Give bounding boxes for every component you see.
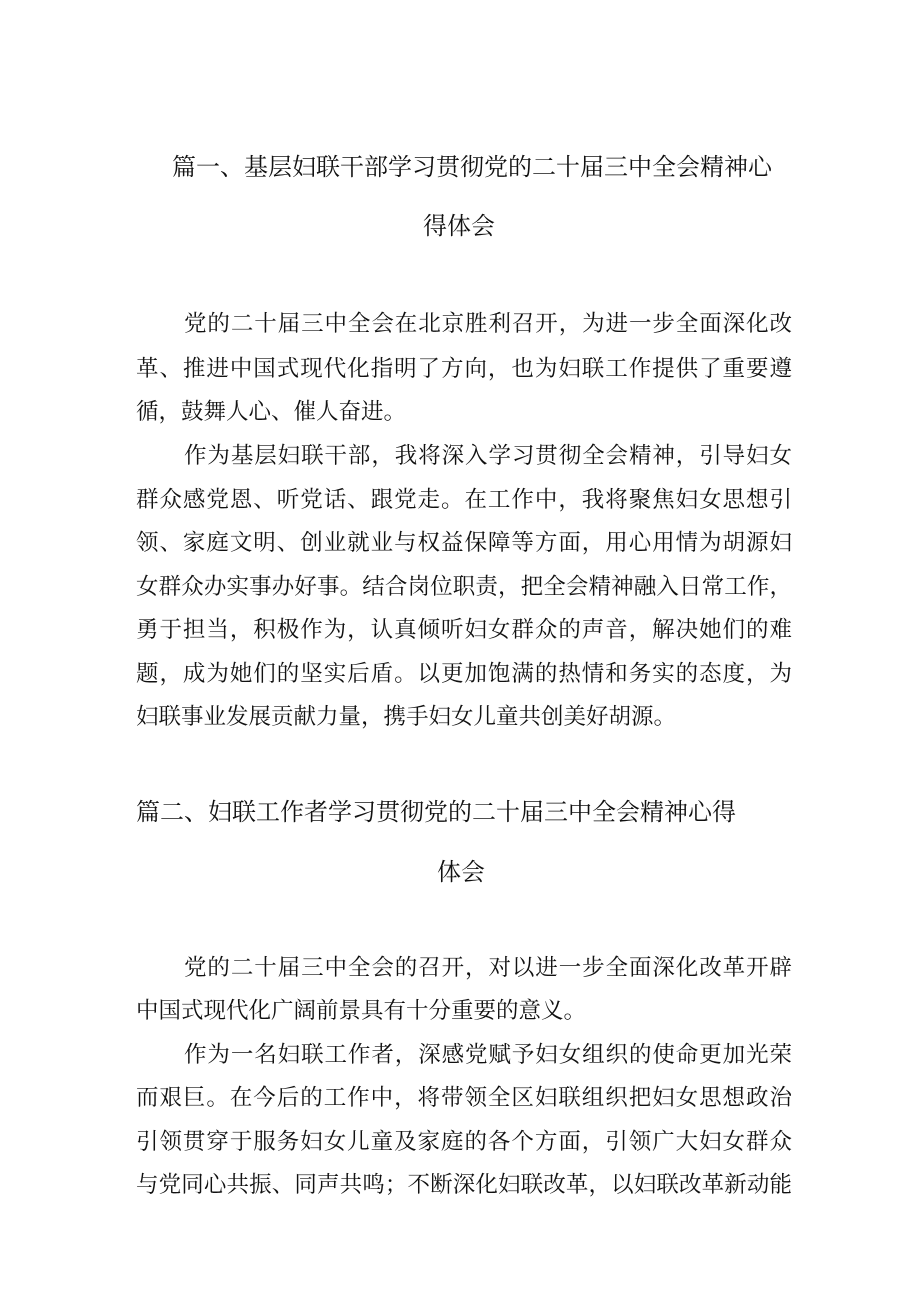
paragraph-line: 勇于担当，积极作为，认真倾听妇女群众的声音，解决她们的难	[136, 617, 792, 643]
paragraph-line: 革、推进中国式现代化指明了方向，也为妇联工作提供了重要遵	[136, 356, 792, 382]
section2-title-line1: 篇二、妇联工作者学习贯彻党的二十届三中全会精神心得	[136, 798, 736, 826]
paragraph-line: 女群众办实事办好事。结合岗位职责，把全会精神融入日常工作，	[136, 574, 792, 600]
paragraph-line: 而艰巨。在今后的工作中，将带领全区妇联组织把妇女思想政治	[136, 1085, 792, 1111]
paragraph-line: 作为基层妇联干部，我将深入学习贯彻全会精神，引导妇女	[184, 443, 792, 469]
section1-title-line2: 得体会	[423, 212, 495, 240]
paragraph-line: 党的二十届三中全会的召开，对以进一步全面深化改革开辟	[184, 955, 792, 981]
paragraph-line: 中国式现代化广阔前景具有十分重要的意义。	[136, 998, 587, 1024]
section2-title-line2: 体会	[437, 858, 485, 886]
paragraph-line: 群众感党恩、听党话、跟党走。在工作中，我将聚焦妇女思想引	[136, 487, 792, 513]
paragraph-line: 领、家庭文明、创业就业与权益保障等方面，用心用情为胡源妇	[136, 530, 792, 556]
paragraph-line: 妇联事业发展贡献力量，携手妇女儿童共创美好胡源。	[136, 704, 677, 730]
paragraph-line: 党的二十届三中全会在北京胜利召开，为进一步全面深化改	[184, 311, 792, 337]
paragraph-line: 引领贯穿于服务妇女儿童及家庭的各个方面，引领广大妇女群众	[136, 1129, 792, 1155]
section1-title-line1: 篇一、基层妇联干部学习贯彻党的二十届三中全会精神心	[172, 153, 772, 181]
paragraph-line: 循，鼓舞人心、催人奋进。	[136, 399, 407, 425]
paragraph-line: 与党同心共振、同声共鸣；不断深化妇联改革，以妇联改革新动能	[136, 1172, 792, 1198]
paragraph-line: 作为一名妇联工作者，深感党赋予妇女组织的使命更加光荣	[184, 1042, 792, 1068]
paragraph-line: 题，成为她们的坚实后盾。以更加饱满的热情和务实的态度，为	[136, 661, 792, 687]
